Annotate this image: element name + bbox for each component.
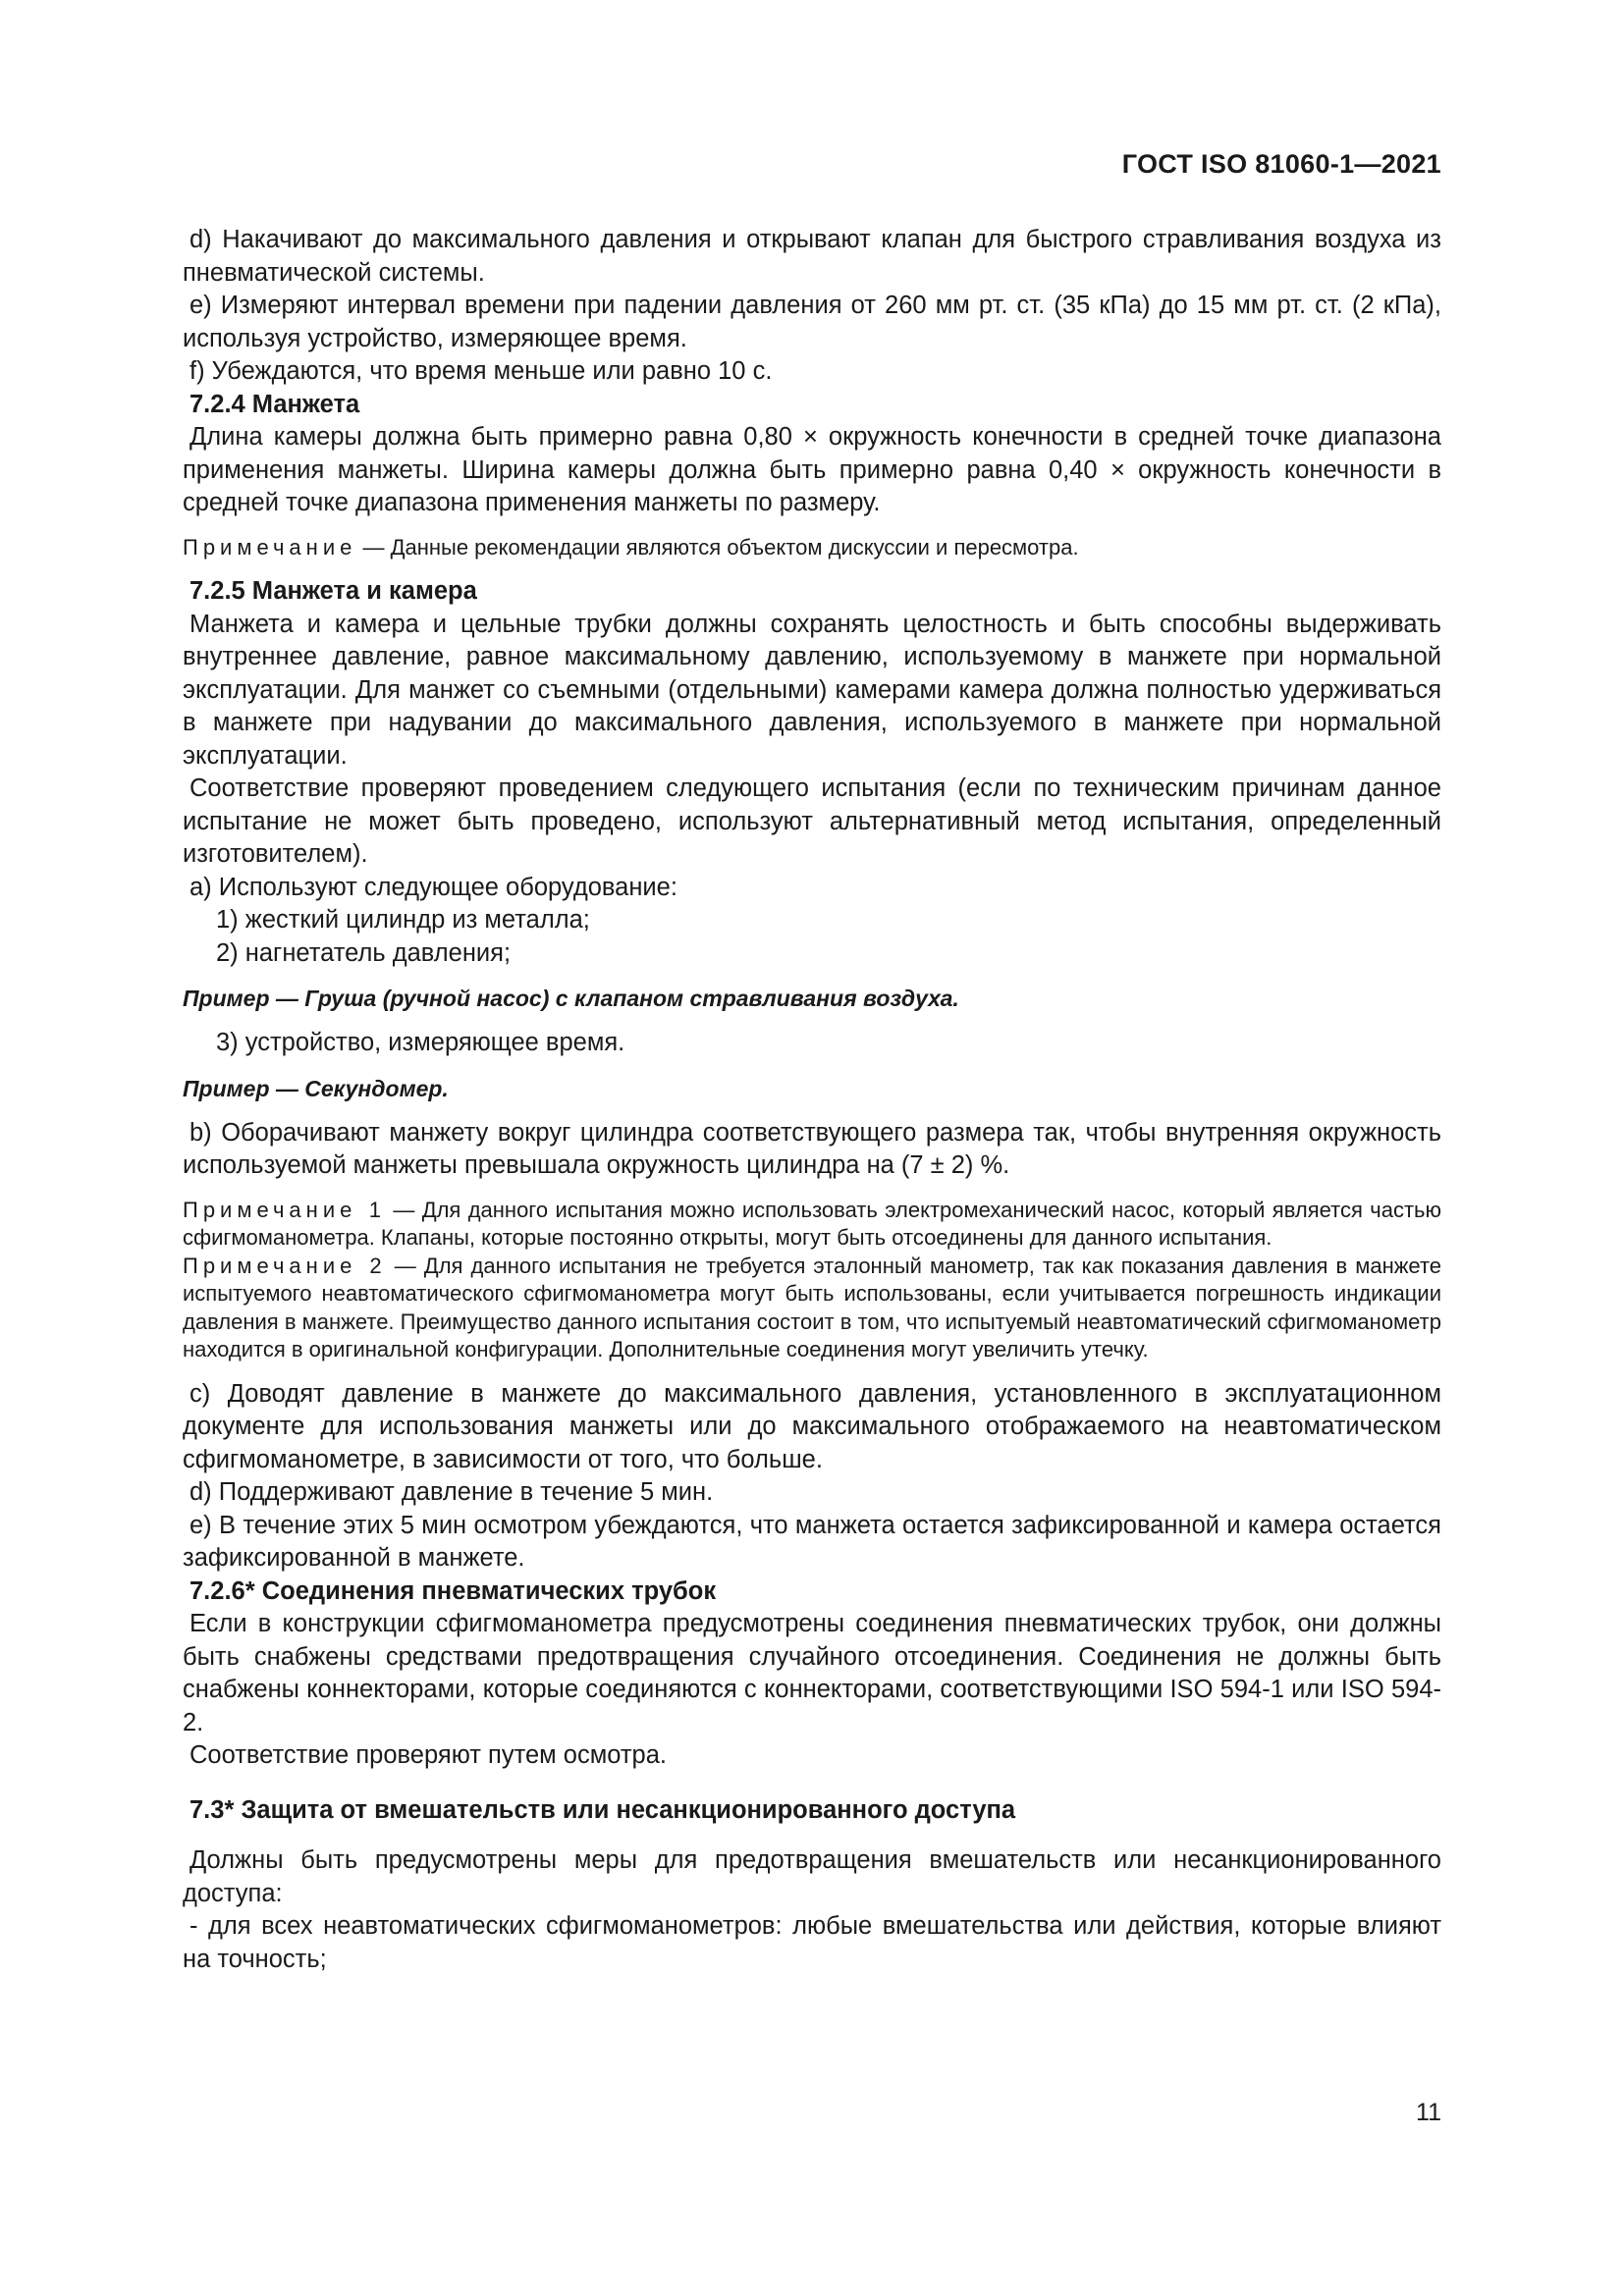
note-label: Примечание 2 [183,1253,387,1278]
list-item-d-hold-pressure: d) Поддерживают давление в течение 5 мин. [189,1478,714,1506]
paragraph-tamper-protection: Должны быть предусмотрены меры для предотвращения вмешательств или несанкционированного доступа: [183,1846,1441,1907]
paragraph-cuff-dimensions: Длина камеры должна быть примерно равна 0,80 × окружность конечности в средней точке диапазона применения манжеты. Ширина камеры должна быть примерно равна 0,40 × окружность конечности в средней точке диапазона применения манжеты по размеру. [183,423,1441,516]
list-item-pressure-pump: 2) нагнетатель давления; [216,938,512,967]
section-heading-7-2-6: 7.2.6* Соединения пневматических трубок [189,1576,717,1605]
paragraph-inspection-check: Соответствие проверяют путем осмотра. [189,1741,667,1769]
list-item-timer-device: 3) устройство, измеряющее время. [216,1029,625,1056]
list-item-d-air-release: d) Накачивают до максимального давления и открывают клапан для быстрого стравливания воздуха из пневматической системы. [183,226,1441,287]
note-recommendations [183,534,1441,562]
list-item-c-raise-pressure: c) Доводят давление в манжете до максимального давления, установленного в эксплуатационном документе для использования манжеты или до максимального отображаемого на неавтоматическом сфигмоманометре, в зависимости от того, что больше. [183,1379,1441,1473]
note-text: — Данные рекомендации являются объектом дискуссии и пересмотра. [356,534,1079,560]
example-stopwatch: Пример — Секундомер. [183,1075,449,1101]
section-heading-7-3: 7.3* Защита от вмешательств или несанкционированного доступа [189,1795,1016,1824]
example-bulb-pump: Пример — Груша (ручной насос) с клапаном стравливания воздуха. [183,986,959,1011]
note-1-electromechanical-pump [183,1197,1441,1253]
note-label: Примечание 1 [183,1197,386,1222]
note-text: — Для данного испытания можно использовать электромеханический насос, который является частью сфигмоманометра. Клапаны, которые постоянно открыты, могут быть отсоединены для данного испытания. [183,1197,1442,1250]
paragraph-tube-connections: Если в конструкции сфигмоманометра предусмотрены соединения пневматических трубок, они должны быть снабжены средствами предотвращения случайного отсоединения. Соединения не должны быть снабжены коннекторами, которые соединяются с коннекторами, соответствующими ISO 594-1 или ISO 594-2. [183,1610,1441,1736]
note-2-reference-manometer [183,1253,1441,1364]
document-header: ГОСТ ISO 81060-1—2021 [1121,149,1441,179]
list-item-e-inspect-cuff: e) В течение этих 5 мин осмотром убеждаются, что манжета остается зафиксированной и камера остается зафиксированной в манжете. [183,1511,1441,1572]
note-label: Примечание [183,534,357,560]
paragraph-cuff-integrity: Манжета и камера и цельные трубки должны сохранять целостность и быть способны выдерживать внутреннее давление, равное максимальному давлению, используемому в манжете при нормальной эксплуатации. Для манжет со съемными (отдельными) камерами камера должна полностью удерживаться в манжете при надувании до максимального давления, используемого в манжете при нормальной эксплуатации. [183,610,1441,770]
section-heading-7-2-4: 7.2.4 Манжета [189,390,360,418]
list-item-f-time-check: f) Убеждаются, что время меньше или равно 10 с. [189,357,773,385]
page-content [183,224,1441,1976]
section-heading-7-2-5: 7.2.5 Манжета и камера [189,577,477,605]
list-item-a-equipment: a) Используют следующее оборудование: [189,873,677,901]
page-number: 11 [1416,2099,1441,2126]
note-text: — Для данного испытания не требуется эталонный манометр, так как показания давления в манжете испытуемого неавтоматического сфигмоманометра могут быть использованы, если учитывается погрешность индикации давления в манжете. Преимущество данного испытания состоит в том, что испытуемый неавтоматический сфигмоманометр находится в оригинальной конфигурации. Дополнительные соединения могут увеличить утечку. [183,1253,1442,1362]
paragraph-compliance-test: Соответствие проверяют проведением следующего испытания (если по техническим причинам данное испытание не может быть проведено, используют альтернативный метод испытания, определенный изготовителем). [183,774,1441,868]
list-item-metal-cylinder: 1) жесткий цилиндр из металла; [216,906,590,934]
list-item-non-automated-devices: - для всех неавтоматических сфигмоманометров: любые вмешательства или действия, которые влияют на точность; [183,1912,1441,1973]
list-item-b-wrap-cuff: b) Оборачивают манжету вокруг цилиндра соответствующего размера так, чтобы внутренняя окружность используемой манжеты превышала окружность цилиндра на (7 ± 2) %. [183,1118,1441,1179]
list-item-e-time-interval: e) Измеряют интервал времени при падении давления от 260 мм рт. ст. (35 кПа) до 15 мм рт. ст. (2 кПа), используя устройство, измеряющее время. [183,292,1441,352]
